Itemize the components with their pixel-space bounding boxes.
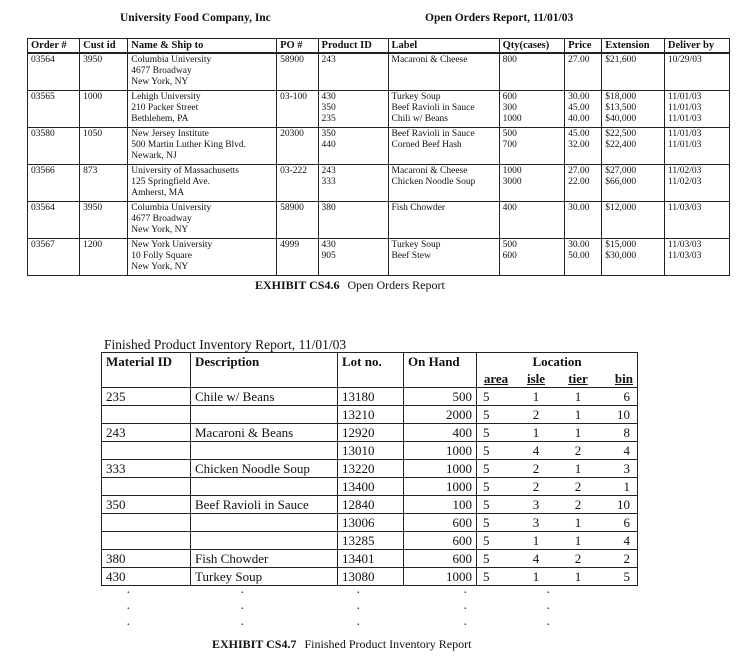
qty-cell-line: 700: [502, 140, 517, 150]
bin-cell: 10: [599, 406, 638, 424]
order-number-cell: 03565: [28, 91, 80, 128]
col-material-id: Material ID: [102, 353, 191, 388]
deliver-by-cell-line: 11/02/03: [667, 177, 702, 187]
qty-cell-line: 800: [502, 55, 517, 65]
bin-cell: 1: [599, 478, 638, 496]
lot-no-cell: 13400: [338, 478, 404, 496]
dots-onhand: · · ·: [463, 586, 468, 633]
lot-no-cell: 13220: [338, 460, 404, 478]
isle-cell: 4: [515, 550, 557, 568]
description-cell: [191, 514, 338, 532]
po-cell: 20300: [277, 128, 318, 165]
lot-no-cell: 12920: [338, 424, 404, 442]
name-ship-cell-line: Bethlehem, PA: [131, 114, 189, 124]
price-cell: [565, 165, 602, 202]
tier-cell: 1: [557, 406, 599, 424]
price-cell-line: 50.00: [568, 251, 590, 261]
order-number-cell: 03580: [28, 128, 80, 165]
area-cell: 5: [477, 442, 516, 460]
extension-cell-line: $30,000: [605, 251, 637, 261]
on-hand-cell: 1000: [404, 568, 477, 586]
bin-cell: 8: [599, 424, 638, 442]
inventory-header-row: [102, 353, 638, 371]
material-id-cell: [102, 514, 191, 532]
label-cell-line: Beef Stew: [391, 251, 431, 261]
label-cell: [388, 165, 499, 202]
bin-cell: 2: [599, 550, 638, 568]
cust-id-cell: 873: [80, 165, 128, 202]
label-cell-line: Beef Ravioli in Sauce: [391, 129, 475, 139]
lot-no-cell: 13080: [338, 568, 404, 586]
cust-id-cell: 1000: [80, 91, 128, 128]
isle-cell: 2: [515, 478, 557, 496]
deliver-by-cell: [664, 53, 729, 91]
deliver-by-cell-line: 11/01/03: [667, 92, 702, 102]
inventory-row: [102, 460, 638, 478]
cust-id-cell: 1200: [80, 239, 128, 276]
name-ship-cell-line: 125 Springfield Ave.: [131, 177, 210, 187]
inventory-row: [102, 568, 638, 586]
order-row: [28, 91, 730, 128]
tier-cell: 1: [557, 514, 599, 532]
extension-cell: [602, 91, 665, 128]
area-cell: 5: [477, 424, 516, 442]
area-cell: 5: [477, 406, 516, 424]
product-id-cell-line: 430: [321, 92, 336, 102]
qty-cell: [499, 239, 565, 276]
qty-cell-line: 400: [502, 203, 517, 213]
orders-header-row: [28, 39, 730, 54]
lot-no-cell: 13010: [338, 442, 404, 460]
col-name-ship: Name & Ship to: [128, 39, 277, 54]
po-cell: 4999: [277, 239, 318, 276]
name-ship-cell: [128, 239, 277, 276]
deliver-by-cell-line: 11/01/03: [667, 129, 702, 139]
bin-cell: 6: [599, 388, 638, 406]
extension-cell-line: $15,000: [605, 240, 637, 250]
material-id-cell: 235: [102, 388, 191, 406]
isle-cell: 3: [515, 514, 557, 532]
material-id-cell: 350: [102, 496, 191, 514]
col-label: Label: [388, 39, 499, 54]
price-cell-line: 30.00: [568, 92, 590, 102]
isle-cell: 2: [515, 460, 557, 478]
inventory-row: [102, 532, 638, 550]
on-hand-cell: 400: [404, 424, 477, 442]
deliver-by-cell-line: 11/02/03: [667, 166, 702, 176]
po-cell: 58900: [277, 202, 318, 239]
qty-cell: [499, 202, 565, 239]
isle-cell: 4: [515, 442, 557, 460]
inventory-row: [102, 406, 638, 424]
material-id-cell: 333: [102, 460, 191, 478]
tier-cell: 2: [557, 442, 599, 460]
material-id-cell: 380: [102, 550, 191, 568]
label-cell: [388, 53, 499, 91]
name-ship-cell: [128, 53, 277, 91]
product-id-cell: [318, 91, 388, 128]
deliver-by-cell-line: 11/01/03: [667, 140, 702, 150]
extension-cell-line: $12,000: [605, 203, 637, 213]
qty-cell-line: 600: [502, 92, 517, 102]
company-name: University Food Company, Inc: [120, 12, 271, 24]
label-cell-line: Turkey Soup: [391, 92, 441, 102]
product-id-cell-line: 350: [321, 129, 336, 139]
material-id-cell: 243: [102, 424, 191, 442]
tier-cell: 2: [557, 478, 599, 496]
bin-cell: 5: [599, 568, 638, 586]
label-cell-line: Beef Ravioli in Sauce: [391, 103, 475, 113]
order-number-cell: 03564: [28, 202, 80, 239]
qty-cell: [499, 128, 565, 165]
po-cell: 58900: [277, 53, 318, 91]
name-ship-cell: [128, 91, 277, 128]
inventory-row: [102, 496, 638, 514]
label-cell-line: Turkey Soup: [391, 240, 441, 250]
extension-cell-line: $13,500: [605, 103, 637, 113]
price-cell-line: 45.00: [568, 129, 590, 139]
qty-cell-line: 600: [502, 251, 517, 261]
name-ship-cell-line: New York, NY: [131, 225, 189, 235]
on-hand-cell: 1000: [404, 442, 477, 460]
product-id-cell: [318, 165, 388, 202]
col-product-id: Product ID: [318, 39, 388, 54]
on-hand-cell: 1000: [404, 478, 477, 496]
isle-cell: 1: [515, 532, 557, 550]
name-ship-cell: [128, 165, 277, 202]
description-cell: [191, 406, 338, 424]
area-cell: 5: [477, 478, 516, 496]
product-id-cell: [318, 202, 388, 239]
col-cust-id: Cust id: [80, 39, 128, 54]
isle-cell: 2: [515, 406, 557, 424]
col-qty: Qty(cases): [499, 39, 565, 54]
cust-id-cell: 1050: [80, 128, 128, 165]
on-hand-cell: 600: [404, 550, 477, 568]
inventory-row: [102, 550, 638, 568]
qty-cell-line: 500: [502, 240, 517, 250]
product-id-cell-line: 430: [321, 240, 336, 250]
name-ship-cell-line: New York, NY: [131, 262, 189, 272]
deliver-by-cell-line: 11/03/03: [667, 240, 702, 250]
name-ship-cell-line: 500 Martin Luther King Blvd.: [131, 140, 247, 150]
product-id-cell: [318, 239, 388, 276]
description-cell: Chile w/ Beans: [191, 388, 338, 406]
price-cell-line: 30.00: [568, 240, 590, 250]
description-cell: Macaroni & Beans: [191, 424, 338, 442]
col-extension: Extension: [602, 39, 665, 54]
label-cell-line: Chili w/ Beans: [391, 114, 448, 124]
on-hand-cell: 100: [404, 496, 477, 514]
label-cell: [388, 202, 499, 239]
order-row: [28, 239, 730, 276]
qty-cell: [499, 91, 565, 128]
orders-body: [28, 53, 730, 276]
price-cell-line: 40.00: [568, 114, 590, 124]
qty-cell: [499, 165, 565, 202]
description-cell: Fish Chowder: [191, 550, 338, 568]
extension-cell-line: $22,500: [605, 129, 637, 139]
isle-cell: 1: [515, 424, 557, 442]
qty-cell-line: 300: [502, 103, 517, 113]
inventory-row: [102, 442, 638, 460]
area-cell: 5: [477, 496, 516, 514]
order-row: [28, 165, 730, 202]
isle-cell: 3: [515, 496, 557, 514]
on-hand-cell: 1000: [404, 460, 477, 478]
col-lot-no: Lot no.: [338, 353, 404, 388]
area-cell: 5: [477, 514, 516, 532]
material-id-cell: [102, 406, 191, 424]
name-ship-cell-line: New York University: [131, 240, 213, 250]
qty-cell-line: 1000: [502, 166, 522, 176]
extension-cell: [602, 165, 665, 202]
deliver-by-cell: [664, 239, 729, 276]
name-ship-cell-line: Amherst, MA: [131, 188, 185, 198]
description-cell: Turkey Soup: [191, 568, 338, 586]
order-row: [28, 202, 730, 239]
cust-id-cell: 3950: [80, 202, 128, 239]
price-cell: [565, 128, 602, 165]
inventory-row: [102, 388, 638, 406]
label-cell: [388, 91, 499, 128]
area-cell: 5: [477, 460, 516, 478]
price-cell-line: 30.00: [568, 203, 590, 213]
qty-cell-line: 500: [502, 129, 517, 139]
name-ship-cell-line: Lehigh University: [131, 92, 201, 102]
on-hand-cell: 600: [404, 514, 477, 532]
col-bin: bin: [599, 370, 638, 388]
col-po: PO #: [277, 39, 318, 54]
po-cell: 03-100: [277, 91, 318, 128]
description-cell: [191, 478, 338, 496]
deliver-by-cell-line: 11/03/03: [667, 251, 702, 261]
price-cell-line: 45.00: [568, 103, 590, 113]
dots-material: · · ·: [126, 586, 131, 633]
description-cell: [191, 442, 338, 460]
price-cell: [565, 53, 602, 91]
inventory-body: [102, 388, 638, 586]
material-id-cell: [102, 478, 191, 496]
name-ship-cell: [128, 202, 277, 239]
product-id-cell-line: 350: [321, 103, 336, 113]
deliver-by-cell: [664, 165, 729, 202]
lot-no-cell: 13285: [338, 532, 404, 550]
order-number-cell: 03567: [28, 239, 80, 276]
order-row: [28, 128, 730, 165]
tier-cell: 1: [557, 532, 599, 550]
col-deliver-by: Deliver by: [664, 39, 729, 54]
price-cell: [565, 91, 602, 128]
name-ship-cell-line: 4677 Broadway: [131, 214, 192, 224]
deliver-by-cell-line: 10/29/03: [667, 55, 702, 65]
deliver-by-cell: [664, 202, 729, 239]
cust-id-cell: 3950: [80, 53, 128, 91]
on-hand-cell: 2000: [404, 406, 477, 424]
name-ship-cell-line: 10 Folly Square: [131, 251, 192, 261]
product-id-cell-line: 380: [321, 203, 336, 213]
col-area: area: [477, 370, 516, 388]
inventory-report-title: Finished Product Inventory Report, 11/01/03: [104, 337, 347, 352]
material-id-cell: [102, 532, 191, 550]
name-ship-cell-line: 4677 Broadway: [131, 66, 192, 76]
name-ship-cell-line: Columbia University: [131, 203, 212, 213]
isle-cell: 1: [515, 568, 557, 586]
name-ship-cell-line: New York, NY: [131, 77, 189, 87]
product-id-cell-line: 440: [321, 140, 336, 150]
label-cell-line: Macaroni & Cheese: [391, 166, 468, 176]
price-cell: [565, 239, 602, 276]
material-id-cell: 430: [102, 568, 191, 586]
bin-cell: 6: [599, 514, 638, 532]
name-ship-cell: [128, 128, 277, 165]
dots-lot: · · ·: [356, 586, 361, 633]
inventory-table: [101, 352, 638, 586]
bin-cell: 3: [599, 460, 638, 478]
extension-cell-line: $18,000: [605, 92, 637, 102]
price-cell-line: 32.00: [568, 140, 590, 150]
dots-description: · · ·: [240, 586, 245, 633]
description-cell: Chicken Noodle Soup: [191, 460, 338, 478]
area-cell: 5: [477, 550, 516, 568]
lot-no-cell: 13210: [338, 406, 404, 424]
exhibit-text: Finished Product Inventory Report: [304, 637, 472, 651]
product-id-cell-line: 235: [321, 114, 336, 124]
area-cell: 5: [477, 532, 516, 550]
extension-cell: [602, 202, 665, 239]
inventory-row: [102, 478, 638, 496]
lot-no-cell: 13180: [338, 388, 404, 406]
deliver-by-cell: [664, 128, 729, 165]
exhibit-label: EXHIBIT CS4.7: [212, 637, 297, 651]
label-cell-line: Macaroni & Cheese: [391, 55, 468, 65]
bin-cell: 10: [599, 496, 638, 514]
col-location: Location: [477, 353, 638, 371]
exhibit-caption-inventory: [212, 637, 471, 652]
label-cell: [388, 239, 499, 276]
area-cell: 5: [477, 568, 516, 586]
lot-no-cell: 13006: [338, 514, 404, 532]
tier-cell: 1: [557, 388, 599, 406]
on-hand-cell: 500: [404, 388, 477, 406]
lot-no-cell: 13401: [338, 550, 404, 568]
name-ship-cell-line: New Jersey Institute: [131, 129, 209, 139]
col-order: Order #: [28, 39, 80, 54]
description-cell: Beef Ravioli in Sauce: [191, 496, 338, 514]
col-tier: tier: [557, 370, 599, 388]
description-cell: [191, 532, 338, 550]
lot-no-cell: 12840: [338, 496, 404, 514]
product-id-cell-line: 243: [321, 55, 336, 65]
name-ship-cell-line: 210 Packer Street: [131, 103, 199, 113]
name-ship-cell-line: Newark, NJ: [131, 151, 177, 161]
extension-cell-line: $66,000: [605, 177, 637, 187]
exhibit-text: Open Orders Report: [347, 278, 445, 292]
orders-report-title: Open Orders Report, 11/01/03: [425, 12, 574, 24]
inventory-row: [102, 514, 638, 532]
col-isle: isle: [515, 370, 557, 388]
col-price: Price: [565, 39, 602, 54]
extension-cell: [602, 53, 665, 91]
on-hand-cell: 600: [404, 532, 477, 550]
qty-cell-line: 3000: [502, 177, 522, 187]
qty-cell-line: 1000: [502, 114, 522, 124]
extension-cell: [602, 128, 665, 165]
price-cell: [565, 202, 602, 239]
open-orders-table: [27, 38, 730, 276]
extension-cell: [602, 239, 665, 276]
exhibit-caption-orders: [255, 278, 445, 293]
tier-cell: 2: [557, 550, 599, 568]
product-id-cell-line: 243: [321, 166, 336, 176]
po-cell: 03-222: [277, 165, 318, 202]
deliver-by-cell-line: 11/01/03: [667, 103, 702, 113]
order-row: [28, 53, 730, 91]
label-cell: [388, 128, 499, 165]
extension-cell-line: $27,000: [605, 166, 637, 176]
tier-cell: 1: [557, 568, 599, 586]
extension-cell-line: $22,400: [605, 140, 637, 150]
inventory-row: [102, 424, 638, 442]
label-cell-line: Fish Chowder: [391, 203, 446, 213]
name-ship-cell-line: Columbia University: [131, 55, 212, 65]
qty-cell: [499, 53, 565, 91]
product-id-cell: [318, 128, 388, 165]
extension-cell-line: $40,000: [605, 114, 637, 124]
dots-location: · · ·: [546, 586, 551, 633]
deliver-by-cell-line: 11/03/03: [667, 203, 702, 213]
isle-cell: 1: [515, 388, 557, 406]
exhibit-label: EXHIBIT CS4.6: [255, 278, 340, 292]
product-id-cell-line: 905: [321, 251, 336, 261]
deliver-by-cell-line: 11/01/03: [667, 114, 702, 124]
order-number-cell: 03566: [28, 165, 80, 202]
tier-cell: 2: [557, 496, 599, 514]
col-on-hand: On Hand: [404, 353, 477, 388]
label-cell-line: Corned Beef Hash: [391, 140, 462, 150]
bin-cell: 4: [599, 532, 638, 550]
extension-cell-line: $21,600: [605, 55, 637, 65]
price-cell-line: 22.00: [568, 177, 590, 187]
label-cell-line: Chicken Noodle Soup: [391, 177, 476, 187]
product-id-cell: [318, 53, 388, 91]
order-number-cell: 03564: [28, 53, 80, 91]
price-cell-line: 27.00: [568, 166, 590, 176]
col-description: Description: [191, 353, 338, 388]
deliver-by-cell: [664, 91, 729, 128]
product-id-cell-line: 333: [321, 177, 336, 187]
tier-cell: 1: [557, 460, 599, 478]
bin-cell: 4: [599, 442, 638, 460]
name-ship-cell-line: University of Massachusetts: [131, 166, 239, 176]
price-cell-line: 27.00: [568, 55, 590, 65]
area-cell: 5: [477, 388, 516, 406]
material-id-cell: [102, 442, 191, 460]
tier-cell: 1: [557, 424, 599, 442]
